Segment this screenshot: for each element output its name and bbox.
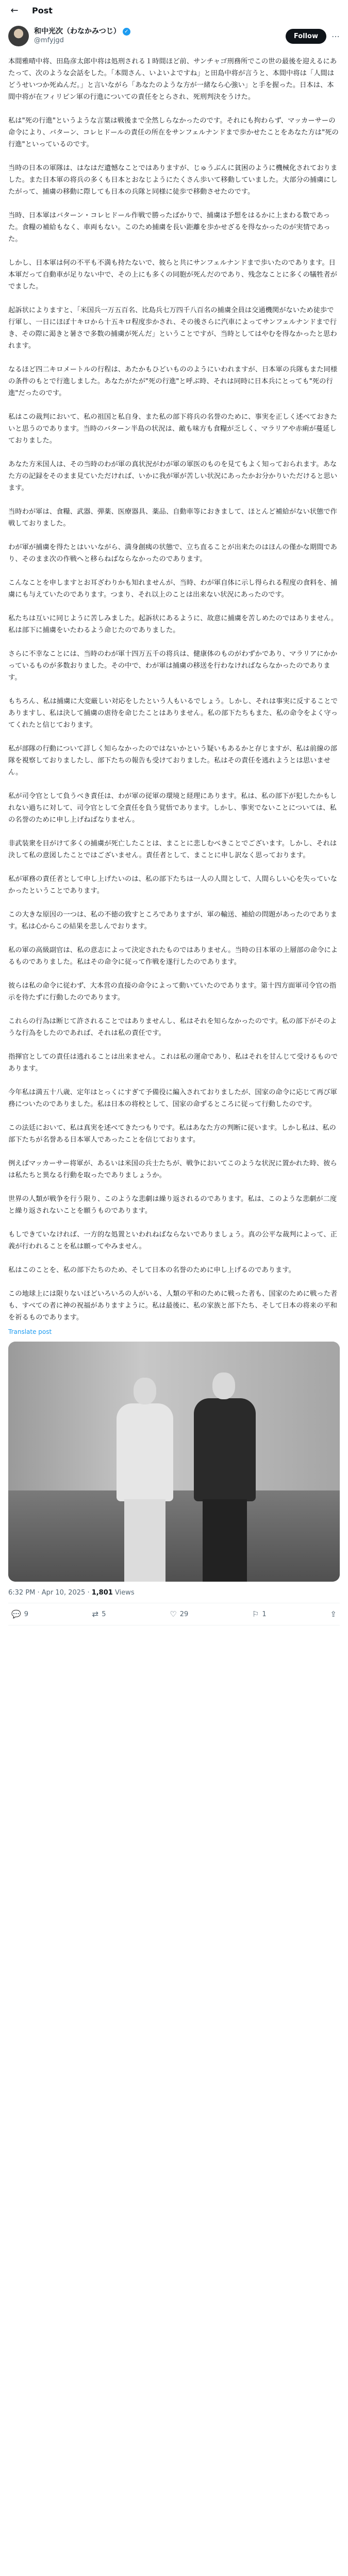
post-paragraph: これらの行為は断じて許されることではありませんし、私はそれを知らなかったのです。私の部下がそのような行為をしたのであれば、それは私の責任です。 (8, 1018, 337, 1037)
arrow-left-icon[interactable]: ← (10, 5, 19, 16)
post-paragraph: 彼らは私の命令に従わず、大本営の直接の命令によって動いていたのであります。第十四方面軍司令官の指示を待たずに行動したのであります。 (8, 982, 337, 1002)
post-paragraph: なるほど四二キロメートルの行程は、あたかもひどいもののようにいわれますが、日本軍の兵隊もまた同様の条件のもとで行進しました。あなたがたが"死の行進"と呼ぶ時、それは同時に日本兵にとっても"死の行進"だったのです。 (8, 366, 338, 397)
post-paragraph: あなた方米国人は、その当時のわが軍の真状況がわが軍の軍医のものを見てもよく知っておられます。あなた方の記録をそのまま見ていただければ、いかに我が軍が苦しい状況にあったかお分かりいただけると思います。 (8, 461, 338, 492)
page-title: Post (32, 5, 53, 15)
views-count: 1,801 (91, 1589, 113, 1597)
post-paragraph: 私が軍務の責任者として申し上げたいのは、私の部下たちは一人の人間として、人間らしい心を失っていなかったということであります。 (8, 875, 337, 895)
share-button[interactable] (330, 1609, 337, 1619)
post-paragraph: この大きな原因の一つは、私の不徳の致すところでありますが、軍の輸送、補給の問題があったのであります。私は心からこの結果を悲しんでおります。 (8, 911, 337, 930)
bookmark-icon: ⚐ (252, 1609, 259, 1619)
repost-button[interactable] (92, 1609, 106, 1619)
bookmark-count: 1 (262, 1610, 267, 1618)
reply-button[interactable] (11, 1609, 28, 1619)
post-paragraph: こんなことを申しますとお耳ざわりかも知れませんが、当時、わが軍自体に示し得られる程度の食料を、捕虜にも与えていたのであります。つまり、それ以上のことは出来ない状況にあったのです。 (8, 579, 338, 599)
reply-count: 9 (24, 1610, 28, 1618)
post-paragraph: 私が司令官として負うべき責任は、わが軍の従軍の環境と経理にあります。私は、私の部下が犯したかもしれない過ちに対して、司令官として全責任を負う覚悟であります。しかし、事実でないことについては、私の名誉のために申し上げねばなりません。 (8, 792, 337, 824)
author-display-name[interactable] (34, 27, 286, 37)
post-text (8, 56, 340, 1324)
translate-post-link[interactable]: Translate post (8, 1328, 52, 1335)
verified-badge-icon: ✓ (123, 28, 130, 36)
timestamp-text[interactable]: 6:32 PM · Apr 10, 2025 (8, 1589, 86, 1597)
post-paragraph: この法廷において、私は真実を述べてきたつもりです。私はあなた方の判断に従います。しかし私は、私の部下たちが名誉ある日本軍人であったことを信じております。 (8, 1124, 336, 1144)
photo-background (8, 1342, 340, 1490)
like-count: 29 (179, 1610, 189, 1618)
action-bar (8, 1603, 340, 1625)
post-paragraph: 当時、日本軍はバターン・コレヒドール作戦で勝ったばかりで、捕虜は予想をはるかに上まわる数であった。食糧の補給もなく、車両もない。このため捕虜を長い距離を歩かせざるを得なかったのが実情であった。 (8, 212, 330, 243)
post-photo[interactable] (8, 1342, 340, 1582)
author-name-text: 和中光次（わなかみつじ） (34, 27, 121, 36)
views-label: Views (114, 1589, 135, 1597)
post-paragraph: 私の軍の高級副官は、私の意志によって決定されたものではありません。当時の日本軍の上層部の命令によるものでありました。私はその命令に従って作戦を遂行したのであります。 (8, 946, 338, 966)
post-paragraph: 私はこのことを、私の部下たちのため、そして日本の名誉のために申し上げるのであります。 (8, 1266, 295, 1274)
post-paragraph: もちろん、私は捕虜に大変厳しい対応をしたという人もいるでしょう。しかし、それは事実に反することでありますし、私は決して捕虜の虐待を命じたことはありません。私の部下たちもまた、私の命令をよく守ってくれたと信じております。 (8, 698, 338, 729)
post-paragraph: 今年私は満五十八歳、定年はとっくにすぎて予備役に編入されておりましたが、国家の命令に応じて再び軍務についたのでありました。私は日本の将校として、国家の命ずるところに従って行動したのです。 (8, 1089, 337, 1108)
post-paragraph: しかし、日本軍は何の不平も不満も持たないで、彼らと共にサンフェルナンドまで歩いたのであります。日本軍だって自動車が足りない中で、その上にも多くの同胞が死んだのであり、残念なことに多くの犠牲者がでました。 (8, 259, 337, 291)
post-timestamp: 6:32 PM · Apr 10, 2025 · 1,801 Views (8, 1589, 135, 1597)
avatar[interactable] (8, 26, 29, 46)
post-paragraph: 当時わが軍は、食糧、武器、弾薬、医療器具、薬品、自動車等におきまして、ほとんど補給がない状態で作戦しておりました。 (8, 508, 337, 528)
post-paragraph: 非武装衆を目がけて多くの捕虜が死亡したことは、まことに悲しむべきことでございます。しかし、それは決して私の意図したことではございません。責任者として、まことに申し訳なく思っております。 (8, 840, 337, 859)
top-bar (0, 0, 348, 21)
like-button[interactable] (170, 1609, 188, 1619)
follow-button[interactable]: Follow (286, 29, 326, 44)
author-row (0, 21, 348, 48)
post-paragraph: さらに不幸なことには、当時のわが軍十四万五千の将兵は、健康体のものがわずかであり、マラリアにかかっているものが多数おりました。その中で、わが軍は捕虜の移送を行わなければならなかったのであります。 (8, 650, 338, 682)
post-paragraph: 私たちは互いに同じように苦しみました。起訴状にあるように、故意に捕虜を苦しめたのではありません。私は部下に捕虜をいたわるよう命じたのでありました。 (8, 615, 338, 634)
reply-area (8, 1625, 340, 1728)
post-paragraph: 本間雅晴中将、田島彦太郎中将は処刑される１時間ほど前、サンチャゴ刑務所でこの世の最後を迎えるにあたって、次のような会話をした。「本間さん、いよいよですね」と田島中将が言うと、本間中将は「人間はどうせいつか死ぬんだ。」と言いながら「あなたのような方が一緒なら心強い」と手を握った。日本は、本間中将が在フィリピン軍の行進についての責任をとらされ、死刑判決をうけた。 (8, 58, 337, 101)
share-icon: ⇪ (330, 1609, 337, 1619)
post-paragraph: もしできていなければ、一方的な処置といわれねばならないでありましょう。真の公平な裁判によって、正義が行われることを私は願ってやみません。 (8, 1231, 337, 1250)
photo-figure-left (117, 1378, 173, 1582)
repost-count: 5 (102, 1610, 106, 1618)
post-paragraph: 私は"死の行進"というような言葉は戦後まで全然しらなかったのです。それにも拘わらず、マッカーサーの命令により、バターン、コレヒドールの責任の所在をサンフェルナンドまで歩かせたことをあなた方は"死の行進"といっているのです。 (8, 117, 339, 148)
author-names (34, 27, 286, 45)
bookmark-button[interactable] (252, 1609, 267, 1619)
photo-figure-right (194, 1372, 256, 1582)
post-paragraph: 例えばマッカーサー将軍が、あるいは米国の兵士たちが、戦争においてこのような状況に置かれた時、彼らは私たちと異なる行動を取ったでありましょうか。 (8, 1160, 337, 1179)
post-paragraph: この地球上には限りないほどいろいろの人がいる、人類の平和のために戦った者も、国家のために戦った者も、すべての者に神の祝福がありますように。私は最後に、私の家族と部下たち、そして日本の将来の平和を祈るものであります。 (8, 1290, 338, 1321)
reply-icon: 💬 (11, 1609, 21, 1619)
repost-icon: ⇄ (92, 1609, 99, 1619)
post-paragraph: 私が部隊の行動について詳しく知らなかったのではないかという疑いもあるかと存じますが、私は前線の部隊を視察しておりましたし、部下たちの報告も受けておりました。私はその責任を逃れようとは思いません。 (8, 745, 337, 776)
author-handle[interactable]: @mfyjgd (34, 36, 64, 44)
post-paragraph: 起訴状によりますと、「米国兵一万五百名、比島兵七万四千八百名の捕虜全員は交通機関がないため徒歩で行軍し、一日にほぼ十キロから十五キロ程度歩かされ、その後さらに汽車によってサンフェルナンドまで行き、その際に渇きと暑さで多数の捕虜が死んだ」ということですが、当時としてはやむを得なかったと思われます。 (8, 307, 337, 350)
photo-floor (8, 1490, 340, 1582)
post-paragraph: 私はこの裁判において、私の祖国と私自身、また私の部下将兵の名誉のために、事実を正しく述べておきたいと思うのであります。当時のバターン半島の状況は、敵も味方も食糧が乏しく、マラリアや赤痢が蔓延しておりました。 (8, 413, 337, 445)
more-options-icon[interactable]: ⋯ (332, 31, 340, 41)
post-paragraph: わが軍が捕虜を得たとはいいながら、満身創痍の状態で、立ち直ることが出来たのはほんの僅かな期間であり、そのまま次の作戦へと移らねばならなかったのであります。 (8, 544, 337, 563)
post-paragraph: 指揮官としての責任は逃れることは出来ません。これは私の運命であり、私はそれを甘んじて受けるものであります。 (8, 1053, 338, 1073)
heart-icon: ♡ (170, 1609, 177, 1619)
post-paragraph: 当時の日本の軍隊は、はなはだ遺憾なことではありますが、じゅうぶんに貧困のように機械化されておりました。また日本軍の将兵の多くも日本とおなじようにたくさん歩いて移動していました。大部分の捕虜にしたがって、捕虜の移動に際しても日本の兵隊と同様に徒歩で移動させたのです。 (8, 164, 338, 196)
post-body (0, 48, 348, 1728)
post-paragraph: 世界の人類が戦争を行う限り、このような悲劇は繰り返されるのであります。私は、このような悲劇が二度と繰り返されないことを願うものであります。 (8, 1195, 337, 1215)
